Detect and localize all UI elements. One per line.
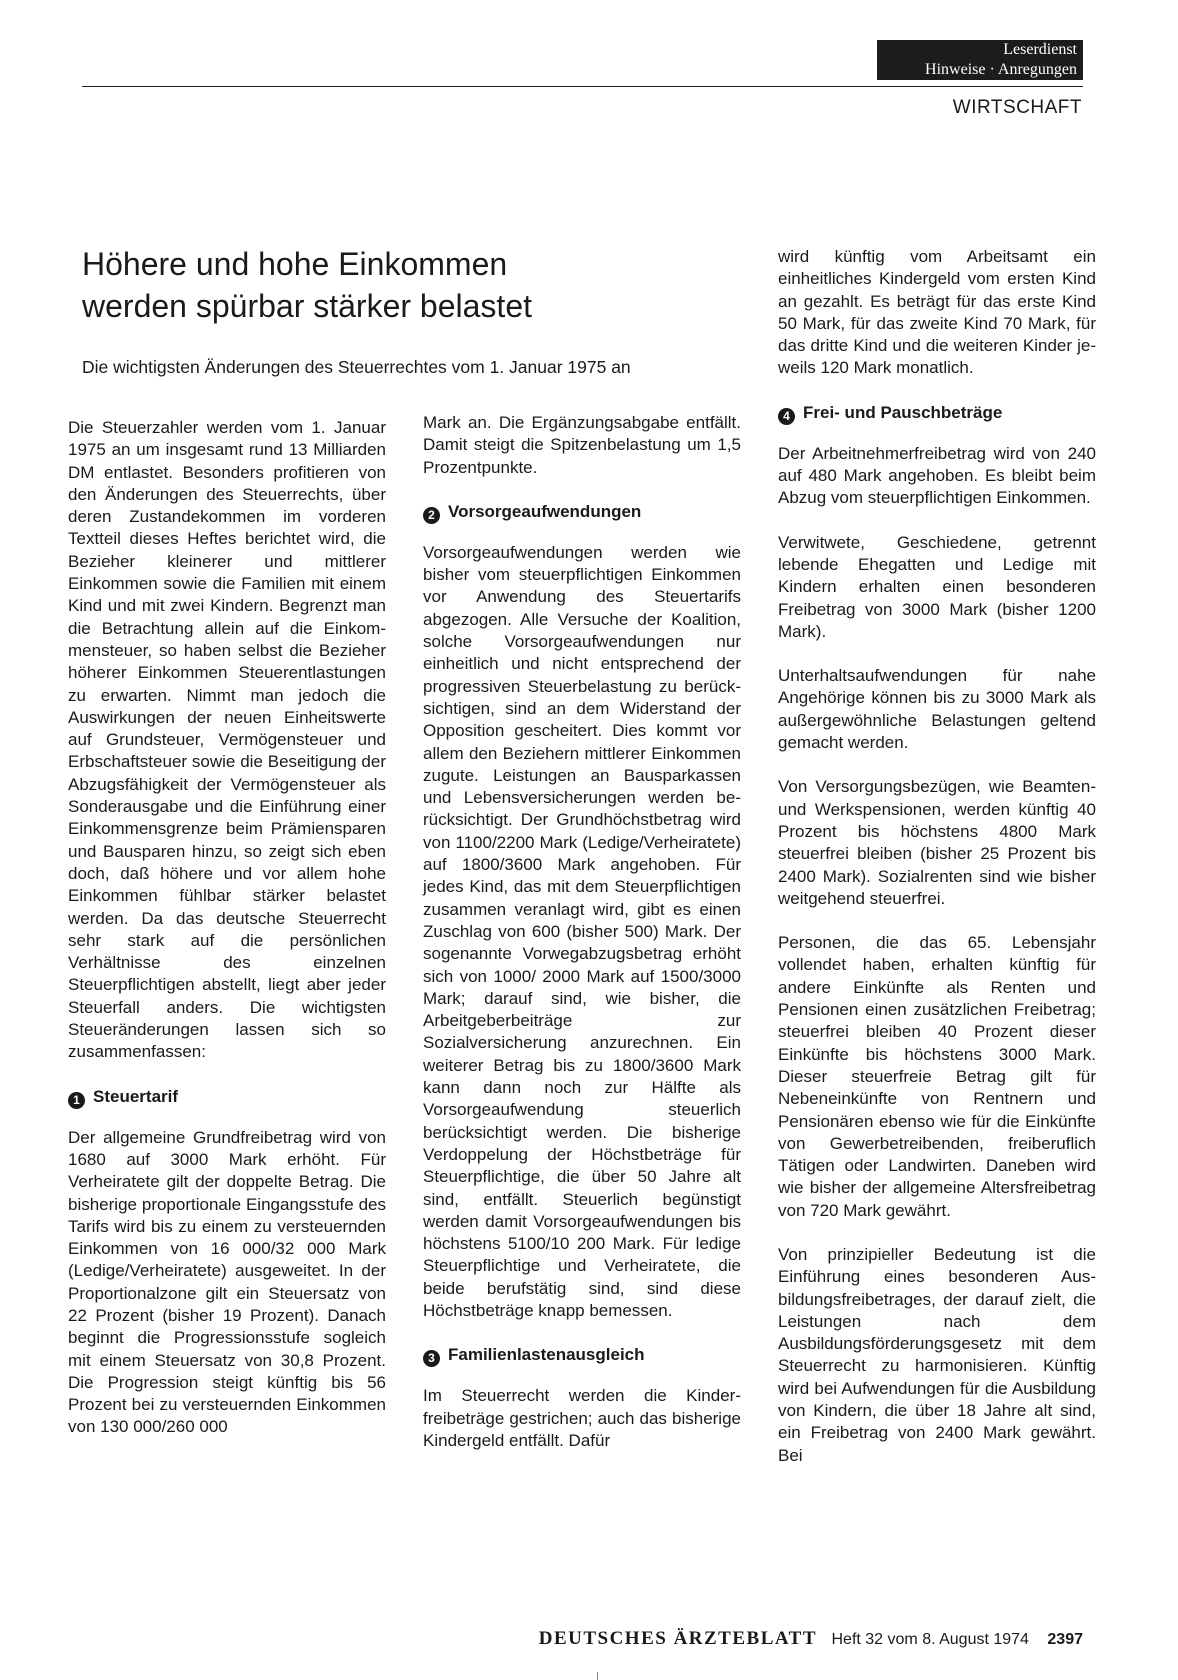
column-3 — [778, 246, 1096, 1489]
section-title: Vorsorgeaufwendungen — [448, 501, 642, 521]
number-badge: 2 — [423, 507, 440, 524]
section-title: Frei- und Pauschbeträge — [803, 402, 1003, 422]
title-line2: werden spürbar stärker belastet — [82, 288, 532, 324]
section-label: WIRTSCHAFT — [952, 97, 1082, 118]
article-title — [82, 243, 702, 327]
paragraph: Von Versorgungsbezügen, wie Beamten- und Werkspensionen, werden künftig 40 Prozent bis höchstens 4800 Mark steuerfrei bleiben (bisher 25 Prozent bis 2400 Mark). Sozialrenten sind wie bisher weitgehend steuerfrei. — [778, 777, 1096, 908]
department-box — [877, 40, 1083, 80]
paragraph: Von prinzipieller Bedeutung ist die Einführung eines besonderen Ausbildungsfreibetrages, der darauf zielt, die Leistungen nach dem Ausbildungsförderungsgesetz mit dem Steuerrecht zu harmonisieren. Künftig wird bei Aufwendungen für die Ausbildung von Kindern, die über 18 Jahre alt sind, ein Freibetrag von 2400 Mark gewährt. Bei — [778, 1244, 1096, 1465]
paragraph: Personen, die das 65. Lebensjahr vollendet haben, erhalten künftig für andere Einkünfte als Renten und Pensionen einen zusätzlichen Freibetrag; steuerfrei bleiben 40 Prozent dieser Einkünfte bis höchstens 3000 Mark. Dieser steuerfreie Betrag gilt für Nebeneinkünfte von Rentnern und Pensionären ebenso wie für die Einkünfte von Gewerbetreibenden, freiberuflich Tätigen oder Landwirten. Daneben wird wie bisher der allgemeine Altersfreibetrag von 720 Mark gewährt. — [778, 933, 1096, 1220]
section-heading-freibetraege — [778, 402, 1096, 425]
issue-info: Heft 32 vom 8. August 1974 — [831, 1631, 1029, 1648]
vorsorge-paragraph: Vorsorgeaufwendungen werden wie bisher vom steuerpflichtigen Einkommen vor Anwendung des Steuertarifs abgezogen. Alle Versuche der Koalition, solche Vorsorgeaufwendungen nur einheitlich und nicht entsprechend der progressiven Steuerbelastung zu berücksichtigen, sind an dem Widerstand der Opposition gescheitert. Dies kommt vor allem den Beziehern mittlerer Einkommen zugute. Leistungen an Bausparkassen und Lebensversicherungen werden berücksichtigt. Der Grundhöchstbetrag wird von 1100/2200 Mark (Ledige/Verheiratete) auf 1800/3600 Mark angehoben. Für jedes Kind, das mit dem Steuerpflichtigen zusammen veranlagt wird, gibt es einen Zuschlag von 600 (bisher 500) Mark. Der sogenannte Vorwegabzugsbetrag erhöht sich von 1000/ 2000 Mark auf 1500/3000 Mark; darauf sind, wie bisher, die Arbeitgeberbeiträge zur Sozialversicherung anzurechnen. Ein weiterer Betrag bis zu 1800/3600 Mark kann dann noch zur Hälfte als Vorsorgeaufwendung steuerlich berücksichtigt werden. Die bisherige Verdoppelung der Höchstbeträge für Steuerpflichtige, die über 50 Jahre alt sind, entfällt. Steuerlich begünstigt werden damit Vorsorgeaufwendungen bis höchstens 5100/10 200 Mark. Für ledige Steuerpflichtige und Verheiratete, die beide berufstätig sind, sind diese Höchstbeträge knapp bemessen. — [423, 542, 741, 1320]
crop-mark — [597, 1672, 598, 1680]
continuation-paragraph: wird künftig vom Arbeitsamt ein einheitliches Kindergeld vom ersten Kind an gezahlt. Es beträgt für das erste Kind 50 Mark, für das zweite Kind 70 Mark, für das dritte Kind und die weiteren Kinder jeweils 120 Mark monatlich. — [778, 247, 1096, 378]
number-badge: 3 — [423, 1350, 440, 1367]
section-title: Steuertarif — [93, 1086, 179, 1106]
department-line2: Hinweise · Anregungen — [925, 61, 1077, 78]
paragraph: Der Arbeitnehmerfreibetrag wird von 240 auf 480 Mark angehoben. Es bleibt beim Abzug vom steuerpflichtigen Einkommen. — [778, 443, 1096, 508]
title-line1: Höhere und hohe Einkommen — [82, 246, 508, 282]
section-heading-steuertarif — [68, 1086, 386, 1109]
section-title: Familienlastenausgleich — [448, 1345, 645, 1365]
department-line1: Leserdienst — [1003, 41, 1077, 58]
paragraph: Verwitwete, Geschiedene, getrennt lebende Ehegatten und Ledige mit Kindern erhalten einen besonderen Freibetrag von 3000 Mark (bisher 1200 Mark). — [778, 532, 1096, 641]
column-1 — [68, 417, 386, 1461]
column-2 — [423, 412, 741, 1474]
page-footer — [300, 1628, 1083, 1650]
paragraph: Unterhaltsaufwendungen für nahe Angehörige können bis zu 3000 Mark als außergewöhnliche Belastungen geltend gemacht werden. — [778, 666, 1096, 753]
steuertarif-paragraph: Der allgemeine Grundfreibetrag wird von 1680 auf 3000 Mark erhöht. Für Verheiratete gilt der doppelte Betrag. Die bisherige proportionale Eingangsstufe des Tarifs wird bis zu einem zu versteuernden Einkommen von 16 000/32 000 Mark (Ledige/Verheiratete) ausgeweitet. In der Proportionalzone gilt ein Steuersatz von 22 Prozent (bisher 19 Prozent). Danach beginnt die Progressionsstufe sogleich mit einem Steuersatz von 30,8 Prozent. Die Progression steigt künftig bis 56 Prozent bei zu versteuernden Einkommen von 130 000/260 000 — [68, 1127, 386, 1437]
intro-paragraph: Die Steuerzahler werden vom 1. Januar 1975 an um insgesamt rund 13 Milliarden DM entlastet. Besonders profitieren von den Änderungen des Steuerrechts, über deren Zustandekommen im vorderen Textteil dieses Heftes berichtet wird, die Bezieher kleinerer und mittlerer Einkommen sowie die Familien mit einem Kind und mit zwei Kindern. Begrenzt man die Betrachtung allein auf die Einkommensteuer, so haben selbst die Bezieher höherer Einkommen Steuerentlastungen zu erwarten. Nimmt man jedoch die Auswirkungen der neuen Einheitswerte auf Grundsteuer, Vermögensteuer und Erbschaftsteuer sowie die Beseitigung der Abzugsfähigkeit der Vermögensteuer als Sonderausgabe und die Einführung einer Einkommensgrenze beim Prämiensparen und Bausparen hinzu, so zeigt sich eben doch, daß höhere und vor allem hohe Einkommen fühlbar stärker belastet werden. Da das deutsche Steuerrecht sehr stark auf die persönlichen Verhältnisse des einzelnen Steuerpflichtigen abstellt, liegt aber jeder Steuerfall anders. Die wichtigsten Steueränderungen lassen sich so zusammenfassen: — [68, 418, 386, 1062]
continuation-paragraph: Mark an. Die Ergänzungsabgabe entfällt. Damit steigt die Spitzenbelastung um 1,5 Prozentpunkte. — [423, 413, 741, 477]
section-heading-familien — [423, 1344, 741, 1367]
familien-paragraph: Im Steuerrecht werden die Kinderfreibeträge gestrichen; auch das bisherige Kindergeld entfällt. Dafür — [423, 1386, 741, 1450]
journal-name: DEUTSCHES ÄRZTEBLATT — [538, 1628, 818, 1649]
page-number: 2397 — [1047, 1631, 1083, 1648]
section-heading-vorsorge — [423, 501, 741, 524]
header-rule — [82, 86, 1083, 87]
number-badge: 1 — [68, 1092, 85, 1109]
number-badge: 4 — [778, 408, 795, 425]
article-subtitle: Die wichtigsten Änderungen des Steuerrechtes vom 1. Januar 1975 an — [82, 357, 631, 377]
